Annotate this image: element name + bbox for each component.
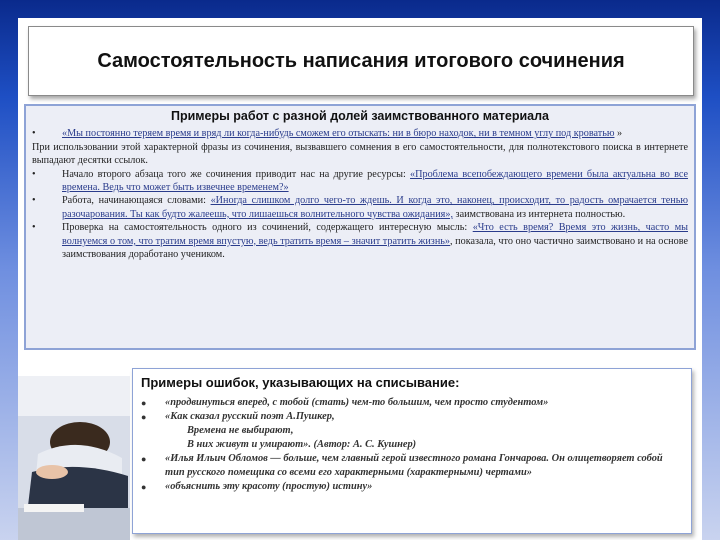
- quote-tail: заимствована из интернета полностью.: [453, 208, 626, 220]
- list-item: [32, 194, 688, 221]
- item-text: Начало второго абзаца того же сочинения приводит нас на другие ресурсы:: [62, 168, 411, 180]
- quote-link: «Иногда слишком долго чего-то ждешь. И когда это, наконец, происходит, то радость омрачается тенью разочарования. Ты как будто жалеешь, что лишаешься волнительного чувства ожидания»,: [62, 195, 688, 220]
- list-item: [141, 452, 683, 480]
- bullet-dot: ●: [141, 482, 147, 492]
- bullet-dot: ●: [141, 412, 147, 422]
- item-text: Работа, начинающаяся словами:: [62, 195, 211, 207]
- bullet-mark: •: [32, 222, 36, 234]
- title-box: [28, 26, 694, 96]
- poem-line: В них живут и умирают». (Автор: А. С. Кушнер): [187, 439, 417, 450]
- list-item: [32, 168, 688, 195]
- quote-tail: , показала, что оно частично заимствовано и на основе заимствования доработано учеником.: [62, 235, 688, 261]
- list-item: [32, 127, 688, 140]
- photo-illustration: [18, 376, 130, 540]
- student-sleeping-photo: [18, 376, 130, 540]
- quote-tail: »: [614, 128, 623, 140]
- page-title: Самостоятельность написания итогового сочинения: [97, 49, 625, 72]
- error-example: «Как сказал русский поэт А.Пушкер,: [165, 411, 335, 422]
- error-example: «продвинуться вперед, с тобой (стать) чем-то большим, чем просто студентом»: [165, 397, 549, 408]
- paragraph: При использовании этой характерной фразы из сочинения, вызвавшего сомнения в его самостоятельности, для полнотекстового поиска в интернете выпадают десятки ссылок.: [32, 141, 688, 167]
- examples-heading: Примеры работ с разной долей заимствованного материала: [170, 109, 549, 123]
- list-item: [32, 221, 688, 261]
- list-item: [141, 396, 683, 410]
- quote-link: «Что есть время? Время это жизнь, часто мы волнуемся о том, что тратим время впустую, ведь тратить время – значит тратить жизнь»: [62, 222, 688, 247]
- error-example: «Илья Ильич Обломов — больше, чем главный герой известного романа Гончарова. Он олицетворяет собой тип русского помещика со всеми его характерными (характерными) чертами»: [165, 453, 663, 478]
- quote-link: «Проблема всепобеждающего времени была актуальна во все времена. Ведь что может быть извечнее временем?»: [62, 168, 689, 194]
- errors-heading: Примеры ошибок, указывающих на списывание:: [141, 375, 460, 390]
- quote-link: «Мы постоянно теряем время и вряд ли когда-нибудь сможем его отыскать: ни в бюро находок, ни в темном углу под кроватью: [62, 128, 615, 140]
- examples-box: [24, 104, 696, 350]
- bullet-dot: ●: [141, 398, 147, 408]
- bullet-mark: •: [32, 128, 36, 140]
- bullet-mark: •: [32, 168, 36, 180]
- list-item: [141, 480, 683, 494]
- bullet-dot: ●: [141, 454, 147, 464]
- item-text: Проверка на самостоятельность одного из сочинений, содержащего интересную мысль:: [62, 222, 473, 234]
- errors-box: [132, 368, 692, 534]
- bullet-mark: •: [32, 195, 36, 207]
- list-item: [141, 410, 683, 452]
- error-example: «объяснить эту красоту (простую) истину»: [165, 481, 373, 492]
- poem-line: Времена не выбирают,: [187, 425, 294, 436]
